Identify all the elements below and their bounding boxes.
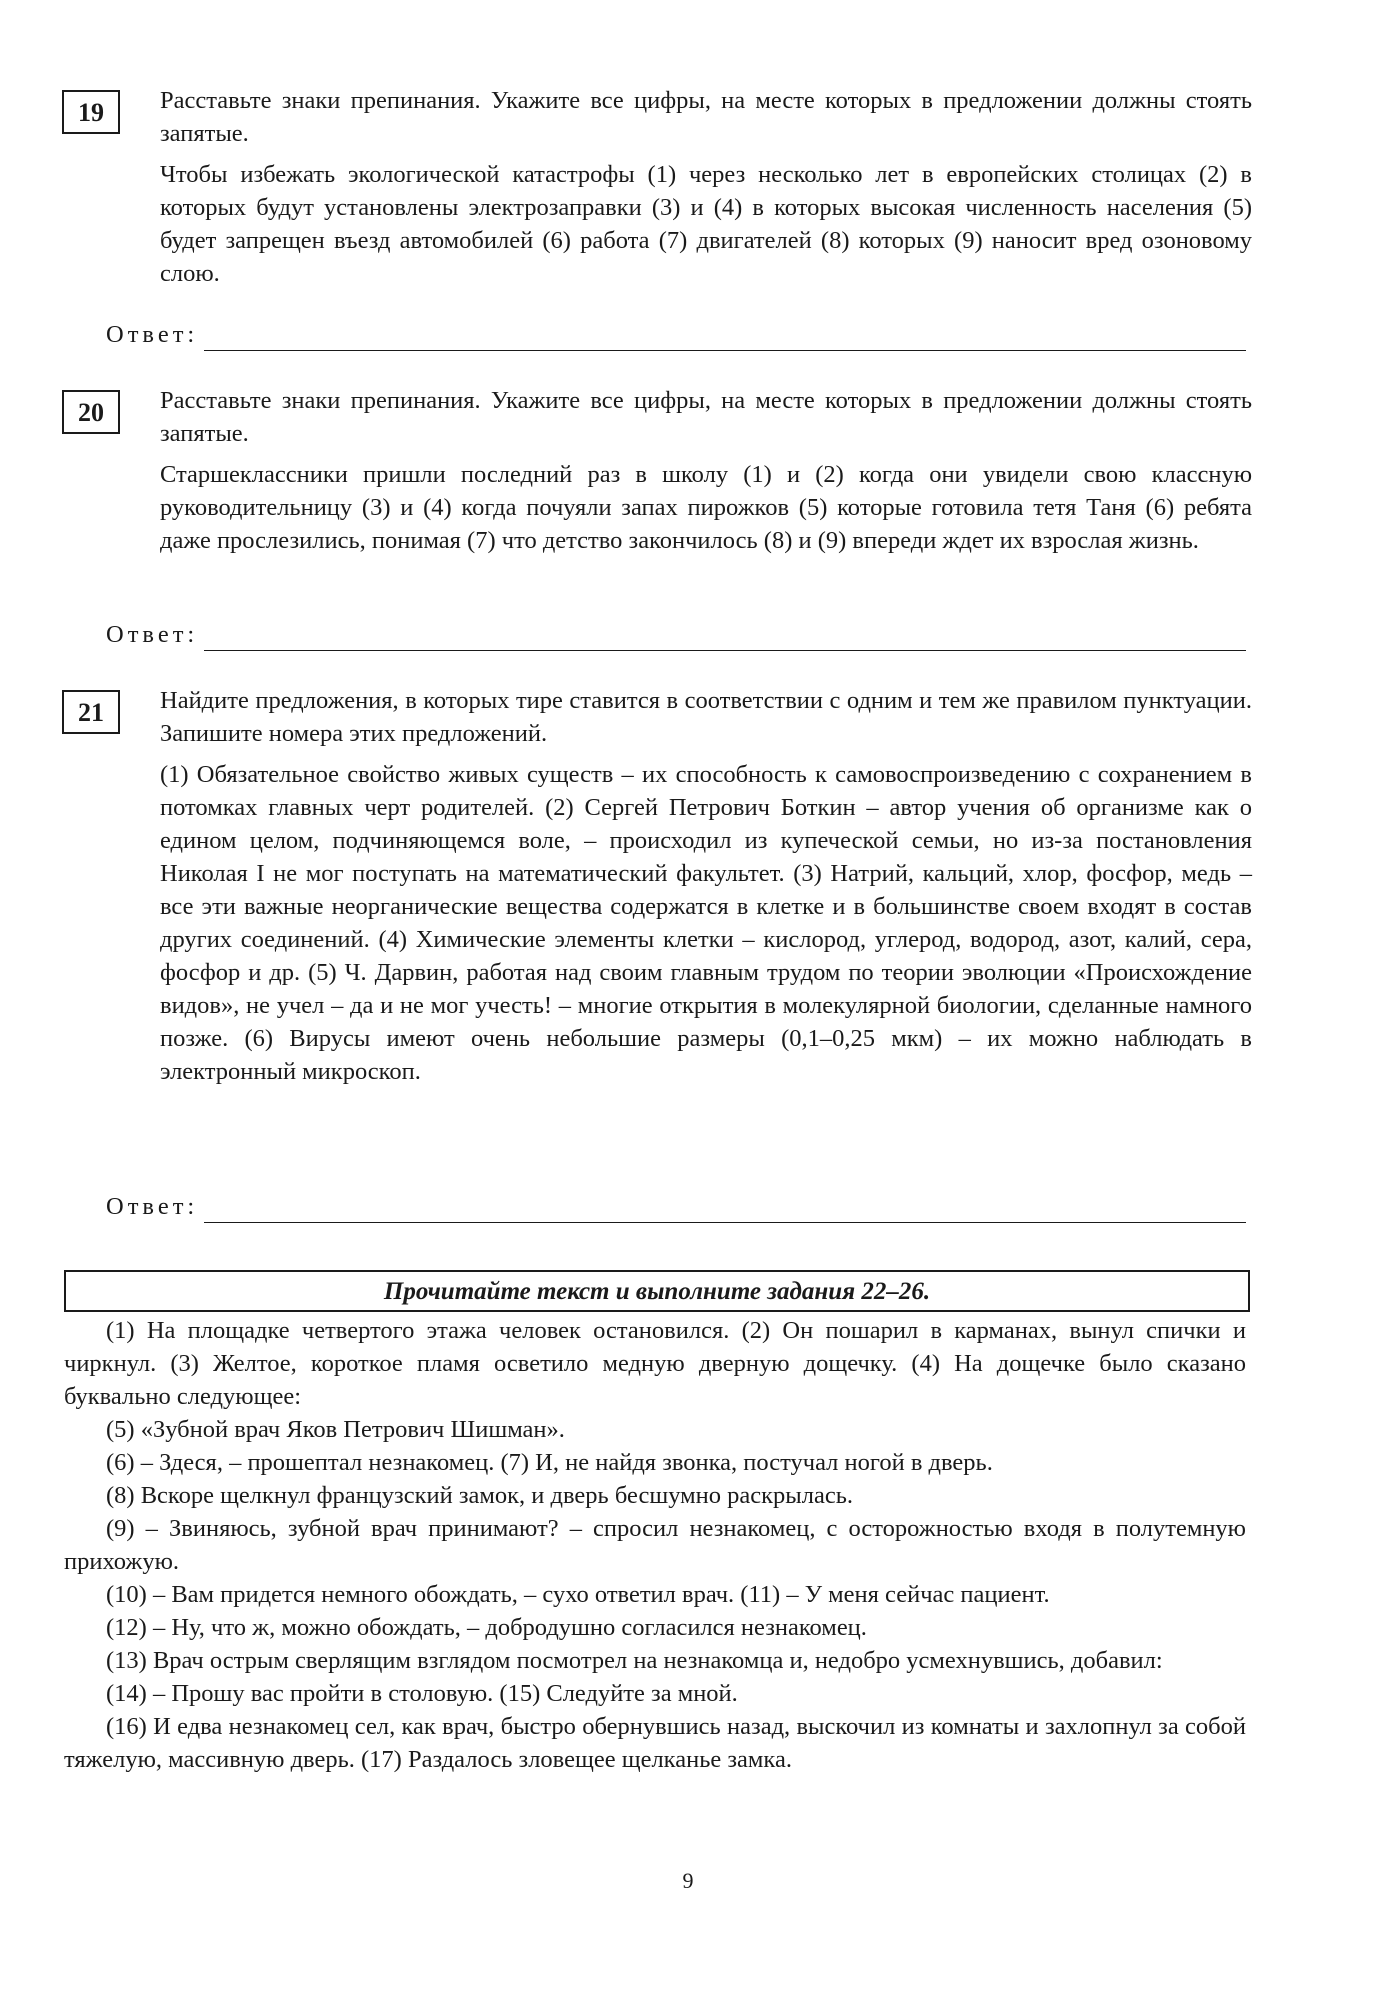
answer-label: Ответ: [106,1193,199,1220]
story-paragraph: (16) И едва незнакомец сел, как врач, быстро обернувшись назад, выскочил из комнаты и захлопнул за собой тяжелую, массивную дверь. (17) Раздалось зловещее щелканье замка. [64,1713,1246,1773]
task-number-box: 21 [62,690,120,734]
answer-line[interactable] [204,626,1246,651]
story-paragraph: (10) – Вам придется немного обождать, – сухо ответил врач. (11) – У меня сейчас пациент. [106,1581,1050,1608]
story-paragraph: (9) – Звиняюсь, зубной врач принимают? – спросил незнакомец, с осторожностью входя в полутемную прихожую. [64,1515,1246,1575]
task-body [160,384,1252,557]
task-prompt: Расставьте знаки препинания. Укажите все цифры, на месте которых в предложении должны стоять запятые. [160,387,1252,447]
task-20 [62,384,1252,557]
answer-row-20[interactable] [106,618,1246,651]
task-number-box: 20 [62,390,120,434]
story-paragraph: (5) «Зубной врач Яков Петрович Шишман». [106,1416,565,1443]
task-19 [62,84,1252,290]
answer-label: Ответ: [106,321,199,348]
task-text: (1) Обязательное свойство живых существ – их способность к самовоспроизведению с сохранением в потомках главных черт родителей. (2) Сергей Петрович Боткин – автор учения об организме как о едином целом, подчиняющемся воле, – происходил из купеческой семьи, но из-за постановления Николая I не мог поступать на математический факультет. (3) Натрий, кальций, хлор, фосфор, медь – все эти важные неорганические вещества содержатся в клетке и в большинстве своем входят в состав других соединений. (4) Химические элементы клетки – кислород, углерод, водород, азот, калий, сера, фосфор и др. (5) Ч. Дарвин, работая над своим главным трудом по теории эволюции «Происхождение видов», не учел – да и не мог учесть! – многие открытия в молекулярной биологии, сделанные намного позже. (6) Вирусы имеют очень небольшие размеры (0,1–0,25 мкм) – их можно наблюдать в электронный микроскоп. [160,761,1252,1085]
story-paragraph: (8) Вскоре щелкнул французский замок, и дверь бесшумно раскрылась. [106,1482,854,1509]
task-body [160,84,1252,290]
task-prompt: Найдите предложения, в которых тире ставится в соответствии с одним и тем же правилом пунктуации. Запишите номера этих предложений. [160,687,1252,747]
answer-line[interactable] [204,1198,1246,1223]
answer-row-19[interactable] [106,318,1246,351]
story-paragraph: (12) – Ну, что ж, можно обождать, – добродушно согласился незнакомец. [106,1614,867,1641]
answer-label: Ответ: [106,621,199,648]
task-body [160,684,1252,1088]
answer-line[interactable] [204,326,1246,351]
story-paragraph: (13) Врач острым сверлящим взглядом посмотрел на незнакомца и, недобро усмехнувшись, добавил: [106,1647,1163,1674]
story-paragraph: (1) На площадке четвертого этажа человек остановился. (2) Он пошарил в карманах, вынул спички и чиркнул. (3) Желтое, короткое пламя осветило медную дверную дощечку. (4) На дощечке было сказано буквально следующее: [64,1317,1246,1410]
task-prompt: Расставьте знаки препинания. Укажите все цифры, на месте которых в предложении должны стоять запятые. [160,87,1252,147]
task-text: Чтобы избежать экологической катастрофы (1) через несколько лет в европейских столицах (2) в которых будут установлены электрозаправки (3) и (4) в которых высокая численность населения (5) будет запрещен въезд автомобилей (6) работа (7) двигателей (8) которых (9) наносит вред озоновому слою. [160,161,1252,287]
story-text [64,1314,1246,1776]
task-21 [62,684,1252,1088]
answer-row-21[interactable] [106,1190,1246,1223]
task-number-box: 19 [62,90,120,134]
story-paragraph: (14) – Прошу вас пройти в столовую. (15) Следуйте за мной. [106,1680,738,1707]
reading-instruction-box: Прочитайте текст и выполните задания 22–26. [64,1270,1250,1312]
story-paragraph: (6) – Здеся, – прошептал незнакомец. (7) И, не найдя звонка, постучал ногой в дверь. [106,1449,993,1476]
task-text: Старшеклассники пришли последний раз в школу (1) и (2) когда они увидели свою классную руководительницу (3) и (4) когда почуяли запах пирожков (5) которые готовила тетя Таня (6) ребята даже прослезились, понимая (7) что детство закончилось (8) и (9) впереди ждет их взрослая жизнь. [160,461,1252,554]
page-number: 9 [682,1868,694,1893]
